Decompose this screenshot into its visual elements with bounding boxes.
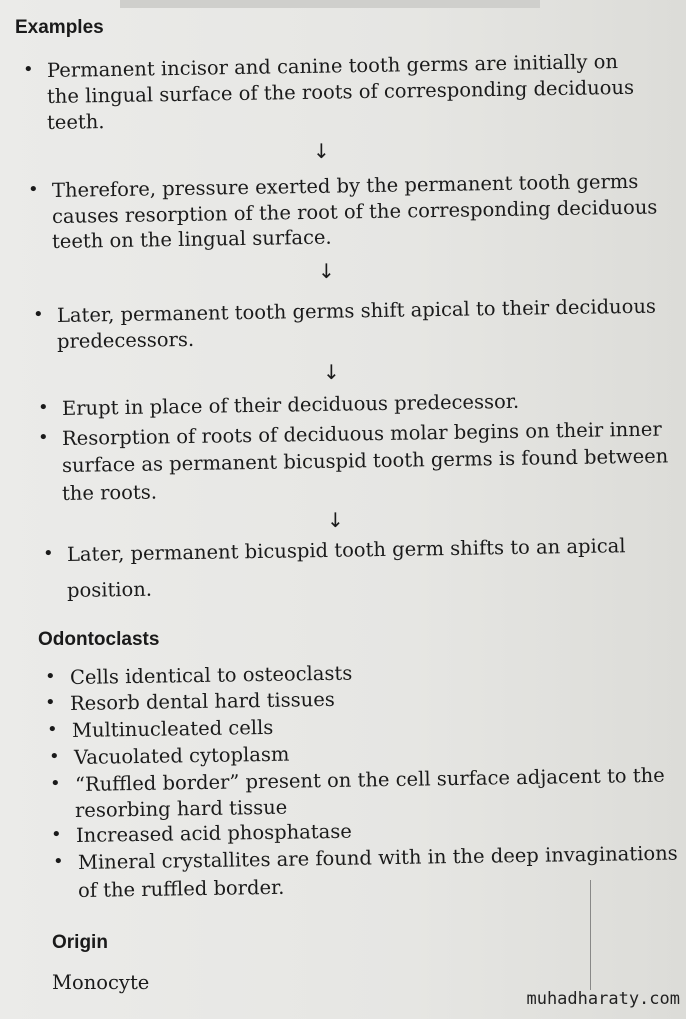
section-heading: Examples [15, 17, 104, 38]
down-arrow-icon: ↓ [323, 360, 340, 384]
list-item-line: the roots. [61, 480, 158, 505]
list-item-line: of the ruffled border. [77, 875, 285, 902]
body-text: Monocyte [52, 971, 150, 994]
down-arrow-icon: ↓ [327, 508, 344, 532]
list-item-line: Later, permanent tooth germs shift apical to their deciduous [56, 294, 657, 327]
bullet: • [23, 59, 34, 80]
list-item-line: teeth. [46, 110, 105, 134]
section-heading: Origin [52, 932, 108, 953]
margin-rule [590, 880, 591, 990]
bullet: • [38, 397, 49, 418]
list-item-line: Multinucleated cells [71, 715, 274, 742]
bullet: • [49, 746, 60, 767]
list-item-line: Increased acid phosphatase [75, 819, 352, 847]
bullet: • [38, 427, 49, 448]
list-item-line: Resorption of roots of deciduous molar begins on their inner [61, 417, 662, 450]
watermark: muhadharaty.com [526, 989, 680, 1009]
bullet: • [47, 719, 58, 740]
list-item-line: Cells identical to osteoclasts [69, 661, 353, 689]
list-item-line: Therefore, pressure exerted by the permanent tooth germs [51, 169, 639, 202]
bullet: • [50, 773, 61, 794]
list-item-line: predecessors. [56, 327, 195, 353]
bullet: • [28, 179, 39, 200]
list-item-line: position. [66, 577, 153, 602]
bullet: • [51, 824, 62, 845]
list-item-line: resorbing hard tissue [74, 795, 288, 822]
down-arrow-icon: ↓ [318, 259, 335, 283]
bullet: • [33, 304, 44, 325]
list-item-line: Mineral crystallites are found with in the deep invaginations [77, 841, 678, 874]
list-item-line: teeth on the lingual surface. [51, 225, 332, 253]
list-item-line: the lingual surface of the roots of corresponding deciduous [46, 75, 635, 108]
bullet: • [45, 692, 56, 713]
bullet: • [45, 666, 56, 687]
bullet: • [43, 543, 54, 564]
list-item-line: causes resorption of the root of the corresponding deciduous [51, 195, 658, 228]
down-arrow-icon: ↓ [313, 139, 330, 163]
section-heading: Odontoclasts [38, 629, 160, 650]
list-item-line: surface as permanent bicuspid tooth germs is found between [61, 444, 669, 477]
list-item-line: Erupt in place of their deciduous predecessor. [61, 389, 520, 420]
bullet: • [53, 851, 64, 872]
list-item-line: Resorb dental hard tissues [69, 687, 335, 715]
list-item-line: “Ruffled border” present on the cell surface adjacent to the [74, 763, 665, 796]
list-item-line: Permanent incisor and canine tooth germs are initially on [46, 50, 619, 82]
list-item-line: Later, permanent bicuspid tooth germ shifts to an apical [66, 534, 626, 566]
page-edge [120, 0, 540, 8]
list-item-line: Vacuolated cytoplasm [73, 742, 290, 769]
